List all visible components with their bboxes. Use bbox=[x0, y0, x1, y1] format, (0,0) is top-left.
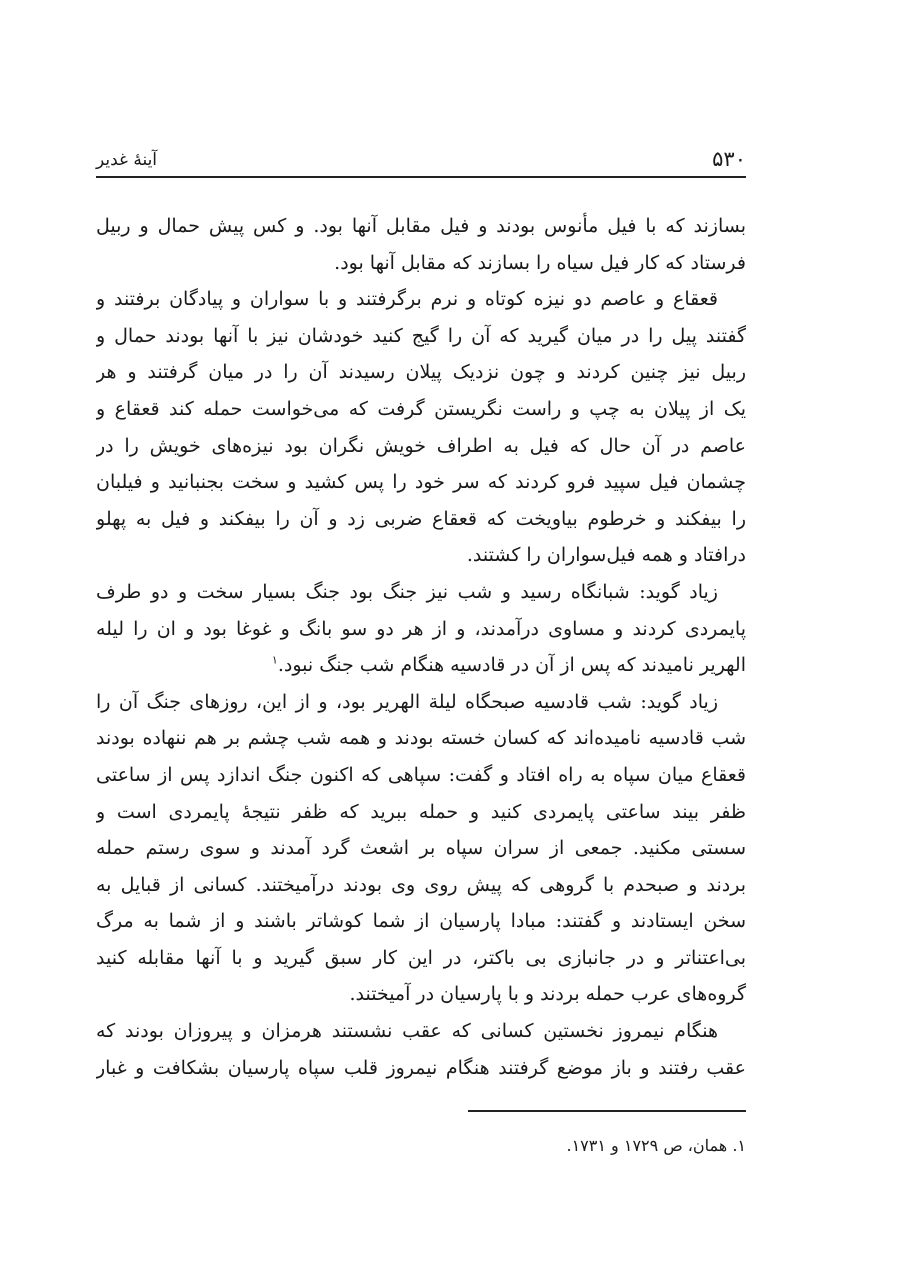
running-head bbox=[96, 146, 746, 178]
text-line: درافتاد و همه فیل‌سواران را کشتند. bbox=[466, 544, 746, 567]
text-line: عاصم در آن حال که فیل به اطراف خویش نگران بود نیزه‌های خویش را در bbox=[96, 434, 746, 457]
text-line: بردند و صبحدم با گروهی که پیش روی وی بودند درآمیختند. کسانی از قبایل به bbox=[96, 873, 746, 896]
text-line: گروه‌های عرب حمله بردند و با پارسیان در آمیختند. bbox=[349, 983, 746, 1006]
text-line: سستی مکنید. جمعی از سران سپاه بر اشعث گرد آمدند و سوی رستم حمله bbox=[96, 837, 746, 860]
text-line: هنگام نیمروز نخستین کسانی که عقب نشستند هرمزان و پیروزان بودند که bbox=[96, 1020, 718, 1043]
text-line: را بیفکند و خرطوم بیاویخت که قعقاع ضربی زد و آن را بیفکند و فیل به پهلو bbox=[96, 507, 746, 530]
book-title: آینهٔ غدیر bbox=[96, 150, 158, 170]
body-text bbox=[96, 208, 746, 1086]
text-line: فرستاد که کار فیل سیاه را بسازند که مقابل آنها بود. bbox=[334, 251, 746, 274]
footnote-marker: ۱ bbox=[271, 653, 278, 667]
text-line: پایمردی کردند و مساوی درآمدند، و از هر دو سو بانگ و غوغا بود و ان را لیله bbox=[96, 617, 746, 640]
text-line: زیاد گوید: شب قادسیه صبحگاه لیلة الهریر بود، و از این، روزهای جنگ آن را bbox=[96, 690, 718, 713]
text-line: قعقاع میان سپاه به راه افتاد و گفت: سپاهی که اکنون جنگ اندازد پس از ساعتی bbox=[96, 763, 746, 786]
footnote: ۱. همان، ص ۱۷۲۹ و ۱۷۳۱. bbox=[566, 1136, 746, 1155]
text-line: ربیل نیز چنین کردند و چون نزدیک پیلان رسیدند آن را در میان گرفتند و هر bbox=[96, 361, 746, 384]
page-number: ۵۳۰ bbox=[712, 147, 746, 171]
text-line: قعقاع و عاصم دو نیزه کوتاه و نرم برگرفتند و با سواران و پیادگان برفتند و bbox=[96, 288, 718, 311]
text-line: بی‌اعتناتر و در جانبازی بی باکتر، در این کار سبق گیرید و با آنها مقابله کنید bbox=[96, 946, 746, 969]
text-line: عقب رفتند و باز موضع گرفتند هنگام نیمروز قلب سپاه پارسیان بشکافت و غبار bbox=[96, 1056, 746, 1079]
text-line: زیاد گوید: شبانگاه رسید و شب نیز جنگ بود جنگ بسیار سخت و دو طرف bbox=[96, 580, 718, 603]
text-line: الهریر نامیدند که پس از آن در قادسیه هنگام شب جنگ نبود. bbox=[277, 654, 746, 677]
text-line: بسازند که با فیل مأنوس بودند و فیل مقابل آنها بود. و کس پیش حمال و ربیل bbox=[96, 215, 746, 237]
text-line: شب قادسیه نامیده‌اند که کسان خسته بودند و همه شب چشم بر هم ننهاده بودند bbox=[96, 727, 746, 750]
text-line: گفتند پیل را در میان گیرید که آن را گیج کنید خودشان نیز با آنها بودند حمال و bbox=[96, 324, 746, 347]
text-line: ظفر بیند ساعتی پایمردی کنید و حمله ببرید که ظفر نتیجهٔ پایمردی است و bbox=[96, 800, 746, 823]
text-line: چشمان فیل سپید فرو کردند که سر خود را پس کشید و سخت بجنبانید و فیلبان bbox=[96, 471, 746, 494]
text-line: سخن ایستادند و گفتند: مبادا پارسیان از شما کوشاتر باشند و از شما به مرگ bbox=[96, 910, 746, 933]
footnote-divider bbox=[468, 1110, 746, 1112]
text-line: یک از پیلان به چپ و راست نگریستن گرفت که می‌خواست حمله کند قعقاع و bbox=[96, 397, 746, 420]
text-line-with-footnote bbox=[96, 647, 746, 684]
